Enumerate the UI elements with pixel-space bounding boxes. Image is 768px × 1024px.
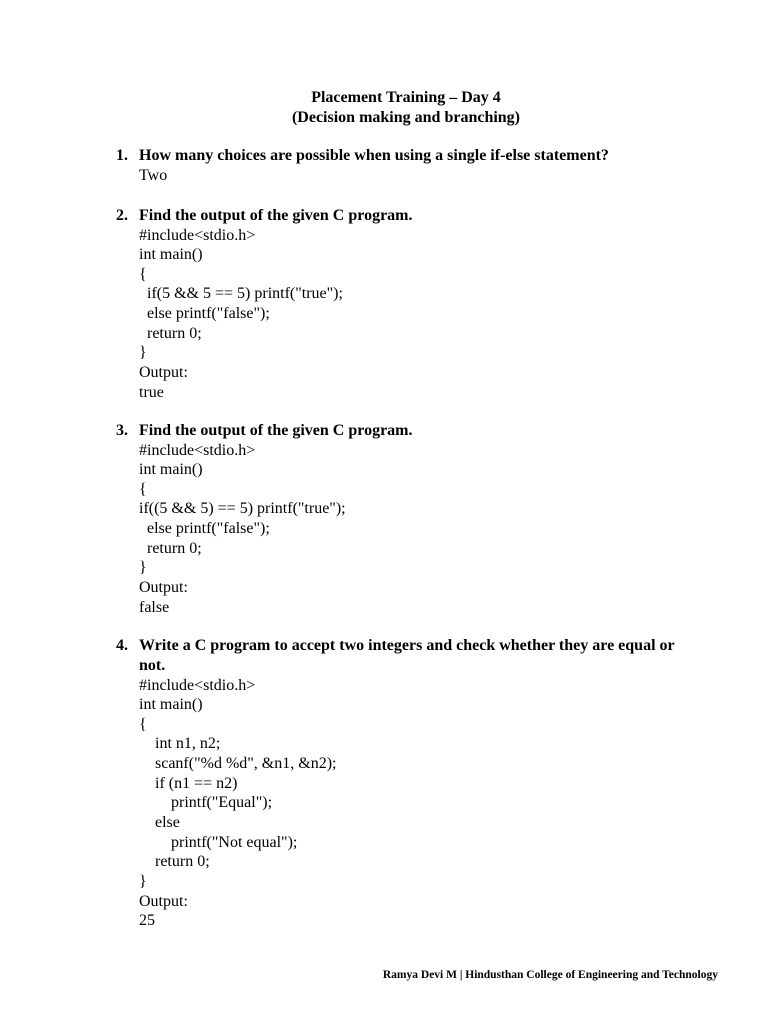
code-line: int n1, n2; <box>139 735 221 753</box>
code-line: if(5 && 5 == 5) printf("true"); <box>139 285 343 303</box>
code-line: #include<stdio.h> <box>139 226 256 244</box>
question-text: How many choices are possible when using a single if-else statement? <box>139 147 609 164</box>
page-subtitle: (Decision making and branching) <box>291 108 521 126</box>
code-line: int main() <box>139 461 203 479</box>
question-text: Write a C program to accept two integers and check whether they are equal or not. <box>139 637 675 674</box>
code-block <box>139 226 699 403</box>
code-line: printf("Equal"); <box>139 794 273 812</box>
code-line: return 0; <box>139 539 202 557</box>
code-block <box>139 676 699 931</box>
question-number: 4. <box>116 637 128 654</box>
code-line: else printf("false"); <box>139 520 270 538</box>
page-title: Placement Training – Day 4 <box>311 89 501 106</box>
code-line: if (n1 == n2) <box>139 774 238 792</box>
page-footer: Ramya Devi M | Hindusthan College of Engineering and Technology <box>382 969 718 981</box>
question-text: Find the output of the given C program. <box>139 207 413 224</box>
code-block <box>139 441 699 618</box>
question-number: 1. <box>116 147 128 164</box>
code-line: } <box>139 872 147 890</box>
code-line: { <box>139 480 147 498</box>
output-value: 25 <box>139 912 155 930</box>
code-line: printf("Not equal"); <box>139 833 298 851</box>
code-line: return 0; <box>139 324 202 342</box>
output-value: false <box>139 598 170 616</box>
code-line: } <box>139 559 147 577</box>
code-line: else <box>139 813 180 831</box>
code-line: int main() <box>139 246 203 264</box>
code-line: { <box>139 265 147 283</box>
output-label: Output: <box>139 892 188 910</box>
question-text: Find the output of the given C program. <box>139 422 413 439</box>
code-line: } <box>139 344 147 362</box>
code-line: if((5 && 5) == 5) printf("true"); <box>139 500 346 518</box>
output-value: true <box>139 383 164 401</box>
document-header <box>0 88 768 127</box>
code-line: scanf("%d %d", &n1, &n2); <box>139 755 337 773</box>
code-line: #include<stdio.h> <box>139 676 256 694</box>
code-line: else printf("false"); <box>139 305 270 323</box>
code-line: { <box>139 715 147 733</box>
question-number: 2. <box>116 207 128 224</box>
code-line: #include<stdio.h> <box>139 441 256 459</box>
answer-text: Two <box>139 167 168 184</box>
output-label: Output: <box>139 578 188 596</box>
question-number: 3. <box>116 422 128 439</box>
code-line: return 0; <box>139 853 210 871</box>
code-line: int main() <box>139 696 203 714</box>
output-label: Output: <box>139 363 188 381</box>
